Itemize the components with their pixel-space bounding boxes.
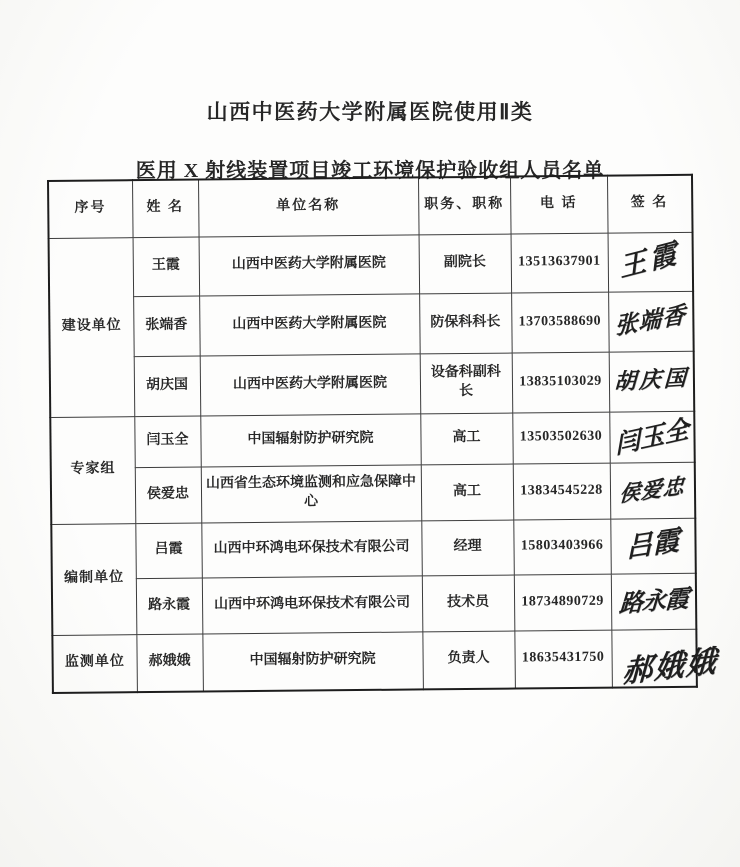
cell-phone: 13834545228 [513,463,611,520]
header-index: 序号 [48,180,133,238]
cell-name: 王霞 [133,237,200,297]
handwritten-signature: 张端香 [615,301,687,341]
document-title [0,96,740,183]
cell-org: 山西中医药大学附属医院 [199,293,420,355]
cell-title: 设备科副科长 [420,353,513,414]
group-label-experts: 专家组 [50,416,135,524]
handwritten-signature: 王霞 [618,237,682,285]
cell-org: 山西中医药大学附属医院 [199,234,420,295]
cell-title: 负责人 [422,631,515,690]
cell-title: 防保科科长 [419,293,512,354]
handwritten-signature: 吕霞 [625,525,680,565]
cell-signature [610,518,696,574]
cell-title: 副院长 [419,234,512,294]
group-label-compiler: 编制单位 [51,523,136,635]
cell-signature [608,291,694,352]
header-org: 单位名称 [198,177,419,236]
cell-title: 高工 [421,464,514,521]
document-title-line2: 医用 X 射线装置项目竣工环境保护验收组人员名单 [135,160,605,182]
cell-org: 山西省生态环境监测和应急保障中心 [201,464,422,522]
cell-name: 闫玉全 [134,416,200,468]
personnel-table-wrapper [47,174,719,694]
cell-name: 胡庆国 [134,356,201,417]
cell-signature [609,411,694,463]
cell-signature [611,573,697,630]
table-row [49,232,694,297]
cell-phone: 13835103029 [512,352,610,413]
cell-phone: 15803403966 [513,519,611,575]
handwritten-signature: 郝娥娥 [621,643,719,690]
cell-phone: 13503502630 [512,412,609,464]
document-title-line1: 山西中医药大学附属医院使用Ⅱ类 [206,100,534,124]
header-row [48,175,693,238]
cell-org: 山西中医药大学附属医院 [200,353,421,415]
cell-org: 山西中环鸿电环保技术有限公司 [201,520,422,577]
handwritten-signature: 胡庆国 [613,364,690,396]
cell-name: 张端香 [133,296,200,357]
cell-org: 中国辐射防护研究院 [202,631,423,691]
cell-org: 中国辐射防护研究院 [200,413,420,466]
header-signature: 签 名 [607,175,693,233]
cell-signature [609,351,695,412]
cell-name: 路永霞 [136,578,203,635]
handwritten-signature: 闫玉全 [614,413,690,460]
cell-signature [608,232,694,292]
cell-name: 郝娥娥 [136,634,203,693]
cell-signature [611,629,719,690]
table-row [50,411,694,468]
table-row [52,573,697,635]
cell-org: 山西中环鸿电环保技术有限公司 [202,575,423,633]
cell-signature [610,462,696,519]
cell-title: 技术员 [422,575,515,632]
handwritten-signature: 侯爱忠 [618,472,687,507]
cell-title: 经理 [421,520,514,576]
table-row [49,291,694,357]
table-row [52,629,697,693]
cell-name: 吕霞 [135,523,202,579]
group-label-monitoring: 监测单位 [52,634,137,693]
cell-phone: 13513637901 [511,233,609,293]
table-row [50,351,695,417]
cell-phone: 13703588690 [511,292,609,353]
table-row [51,462,696,524]
cell-phone: 18635431750 [514,630,612,689]
personnel-table [47,174,719,694]
header-phone: 电 话 [510,176,608,234]
table-row [51,518,695,579]
cell-name: 侯爱忠 [135,467,202,524]
cell-title: 高工 [420,413,512,465]
handwritten-signature: 路永霞 [618,583,689,618]
group-label-construction: 建设单位 [49,237,135,417]
header-name: 姓 名 [132,180,199,238]
cell-phone: 18734890729 [514,574,612,631]
header-title: 职务、职称 [418,177,511,235]
